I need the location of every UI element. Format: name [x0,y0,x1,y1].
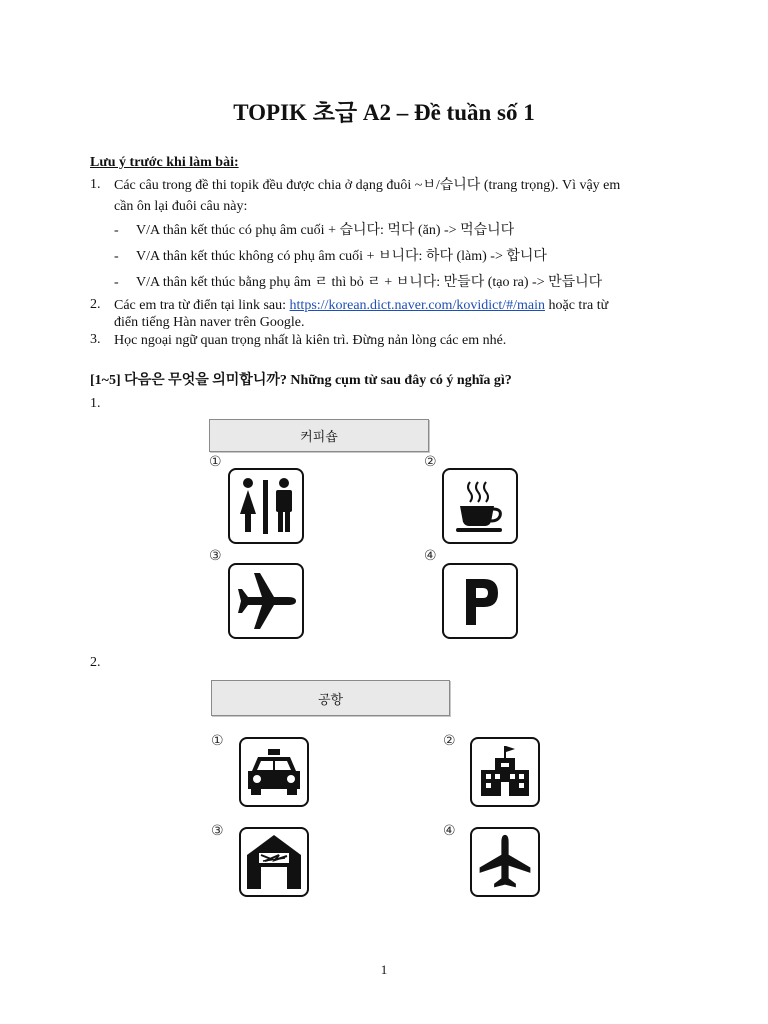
restroom-icon [234,476,298,536]
taxi-icon [246,747,302,797]
bullet-dash: - [114,249,119,264]
page-title: TOPIK 초급 A2 – Đề tuần số 1 [233,100,535,125]
page-number: 1 [380,962,388,977]
bullet-dash: - [114,223,119,238]
bullet-final-consonant: V/A thân kết thúc có phụ âm cuối + 습니다: 먹다 (ăn) -> 먹습니다 [136,223,515,238]
airplane-icon [234,569,298,633]
bullet-dash: - [114,275,119,290]
question-number: 1. [90,396,101,411]
item-number: 3. [90,332,101,347]
option-1-restroom[interactable] [228,468,304,544]
option-marker: ④ [443,823,456,839]
option-2-school[interactable] [470,737,540,807]
option-marker: ② [443,733,456,749]
item2-pre-text: Các em tra từ điển tại link sau: [114,298,290,313]
option-marker: ① [211,733,224,749]
option-3-airplane[interactable] [228,563,304,639]
option-marker: ③ [209,548,222,564]
option-marker: ③ [211,823,224,839]
section-heading: [1~5] 다음은 무엇을 의미합니까? Những cụm từ sau đây có ý nghĩa gì? [90,373,512,388]
garage-icon [245,833,303,891]
bullet-no-final-consonant: V/A thân kết thúc không có phụ âm cuối + ㅂ니다: 하다 (làm) -> 합니다 [136,249,547,264]
item1-line2: cần ôn lại đuôi câu này: [114,199,248,214]
option-marker: ② [424,454,437,470]
naver-dictionary-link[interactable]: https://korean.dict.naver.com/kovidict/#/main [289,298,545,313]
item2-line1 [114,297,608,314]
item-number: 1. [90,177,101,192]
school-building-icon [477,744,533,800]
note-heading: Lưu ý trước khi làm bài: [90,155,239,170]
coffee-cup-icon [450,478,510,534]
item2-line2: điển tiếng Hàn naver trên Google. [114,315,305,330]
option-marker: ① [209,454,222,470]
item-number: 2. [90,297,101,312]
airplane-icon [476,833,534,891]
option-marker: ④ [424,548,437,564]
parking-icon [450,571,510,631]
option-1-taxi[interactable] [239,737,309,807]
option-3-garage[interactable] [239,827,309,897]
option-4-airplane[interactable] [470,827,540,897]
option-4-parking[interactable] [442,563,518,639]
bullet-rieul-consonant: V/A thân kết thúc bằng phụ âm ㄹ thì bỏ ㄹ + ㅂ니다: 만들다 (tạo ra) -> 만듭니다 [136,275,603,290]
item1-line1: Các câu trong đề thi topik đều được chia ở dạng đuôi ~ㅂ/습니다 (trang trọng). Vì vậy em [114,178,621,193]
option-2-coffee[interactable] [442,468,518,544]
question-number: 2. [90,655,101,670]
item3-text: Học ngoại ngữ quan trọng nhất là kiên trì. Đừng nản lòng các em nhé. [114,333,507,348]
item2-post-text: hoặc tra từ [545,298,609,313]
question-word-box: 공항 [211,680,450,716]
question-word-box: 커피숍 [209,419,429,452]
